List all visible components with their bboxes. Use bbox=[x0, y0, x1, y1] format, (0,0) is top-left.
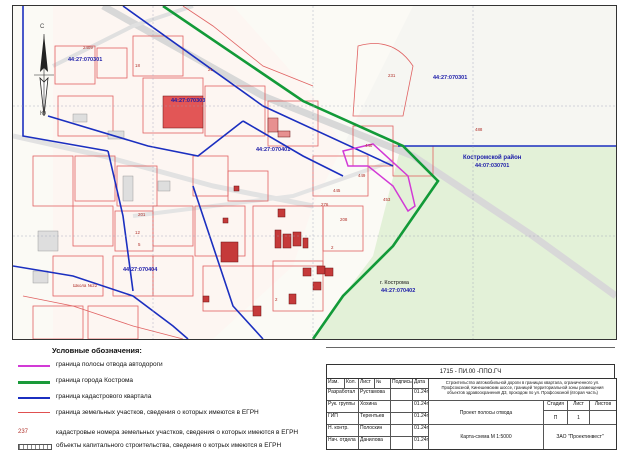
stamp-person: Терентьев bbox=[359, 413, 391, 425]
legend-swatch bbox=[18, 444, 52, 450]
quarter-label: 44:27:070303 bbox=[171, 98, 206, 104]
legend-item bbox=[12, 392, 320, 406]
city-label: г. Кострома bbox=[380, 280, 409, 286]
parcel-number: 12 bbox=[135, 230, 140, 235]
stamp-person: Полоскин bbox=[359, 425, 391, 437]
legend-swatch bbox=[18, 381, 50, 384]
stamp-header: Дата bbox=[413, 379, 429, 389]
quarter-label: 44:27:070401 bbox=[256, 147, 291, 153]
parcel-number: 449 bbox=[358, 173, 366, 178]
parcel-number: 488 bbox=[475, 127, 483, 132]
stamp-date: 01.24г bbox=[413, 401, 429, 413]
sheet-name: Проект полосы отвода bbox=[429, 401, 544, 425]
quarter-label: 44:27:070301 bbox=[433, 75, 468, 81]
compass-north: С bbox=[40, 24, 45, 30]
stamp-role: Нач. отдела bbox=[327, 437, 359, 449]
compass-rose bbox=[32, 24, 56, 120]
legend bbox=[12, 342, 320, 454]
legend-swatch bbox=[18, 365, 50, 367]
stamp-header: Изм. bbox=[327, 379, 345, 389]
stamp-signature bbox=[391, 389, 413, 401]
stage-header: Стадия bbox=[544, 401, 568, 411]
stamp-header: Кол. bbox=[345, 379, 359, 389]
legend-text: граница полосы отвода автодороги bbox=[56, 361, 163, 368]
stamp-signature bbox=[391, 413, 413, 425]
parcel-number: 2409 bbox=[83, 45, 93, 50]
sheet-header: Лист bbox=[568, 401, 590, 411]
compass-south: Ю bbox=[40, 111, 47, 117]
stamp-date: 01.24г bbox=[413, 413, 429, 425]
parcel-number: 453 bbox=[383, 197, 391, 202]
legend-item bbox=[12, 428, 320, 442]
legend-text: граница кадастрового квартала bbox=[56, 393, 152, 400]
legend-text: граница города Кострома bbox=[56, 377, 134, 384]
quarter-label: 44:07:030701 bbox=[475, 163, 510, 169]
stamp-separator bbox=[326, 347, 615, 348]
stamp-header: Подпись bbox=[391, 379, 413, 389]
legend-text: объекты капитального строительства, сведения о котрых имеются в ЕГРН bbox=[56, 442, 282, 449]
north-arrow-icon bbox=[32, 30, 56, 120]
stamp-person: Рустамова bbox=[359, 389, 391, 401]
stage-value: П bbox=[544, 411, 568, 425]
stamp-role: Н. контр. bbox=[327, 425, 359, 437]
parcel-number: 276 bbox=[321, 202, 329, 207]
stamp-header: № bbox=[375, 379, 391, 389]
stamp-date: 01.24г bbox=[413, 425, 429, 437]
sheets-header: Листов bbox=[590, 401, 616, 411]
stamp-person: Хохина bbox=[359, 401, 391, 413]
legend-swatch bbox=[18, 397, 50, 399]
legend-text: кадастровые номера земельных участков, сведения о которых имеются в ЕГРН bbox=[56, 429, 299, 436]
legend-item bbox=[12, 408, 320, 428]
stamp-role: ГИП bbox=[327, 413, 359, 425]
map-frame bbox=[12, 5, 617, 340]
legend-title: Условные обозначения: bbox=[52, 346, 142, 355]
legend-sample: 237 bbox=[18, 429, 29, 435]
parcel-number: 208 bbox=[340, 217, 348, 222]
project-title: Строительство автомобильной дороги в границах квартала, ограниченного ул. Профсоюзной, Кинешемским шоссе, границей территориальной зоны размещения объектов здравоохранения Д3, проходом по ул. Профсоюзной (вторая часть) bbox=[429, 379, 616, 401]
stamp-signature bbox=[391, 425, 413, 437]
stamp-person: Данилова bbox=[359, 437, 391, 449]
sheet-value: 1 bbox=[568, 411, 590, 425]
title-block bbox=[326, 378, 617, 450]
quarter-label: 44:27:070301 bbox=[68, 57, 103, 63]
legend-item bbox=[12, 441, 320, 455]
legend-item bbox=[12, 360, 320, 374]
stamp-signature bbox=[391, 401, 413, 413]
street-label: Школа №22 bbox=[73, 283, 98, 288]
parcel-number: 201 bbox=[138, 212, 146, 217]
parcel-number: 5 bbox=[138, 242, 141, 247]
organization: ЗАО "Проектинвест" bbox=[556, 434, 604, 440]
parcel-number: 231 bbox=[388, 73, 396, 78]
map-scale: Карта-схема М 1:5000 bbox=[429, 425, 544, 449]
stamp-signature bbox=[391, 437, 413, 449]
stamp-role: Разработал bbox=[327, 389, 359, 401]
legend-swatch bbox=[18, 412, 50, 413]
stamp-date: 01.24г bbox=[413, 389, 429, 401]
parcel-number: 21 bbox=[208, 67, 213, 72]
parcel-number: 440 bbox=[365, 143, 373, 148]
stamp-role: Рук. группы bbox=[327, 401, 359, 413]
quarter-label: 44:27:070404 bbox=[123, 267, 158, 273]
parcel-number: 2 bbox=[275, 297, 278, 302]
parcel-number: 445 bbox=[333, 188, 341, 193]
stamp-date: 01.24г bbox=[413, 437, 429, 449]
legend-item bbox=[12, 376, 320, 390]
quarter-label: 44:27:070402 bbox=[381, 288, 416, 294]
map-canvas bbox=[13, 6, 616, 339]
parcel-number: 18 bbox=[135, 63, 140, 68]
sheets-value bbox=[590, 411, 616, 425]
legend-text: граница земельных участков, сведения о которых имеются в ЕГРН bbox=[56, 409, 259, 416]
parcel-number: 2 bbox=[331, 245, 334, 250]
district-label: Костромской район bbox=[463, 155, 522, 161]
drawing-code: 1715 - ПИ.00 -ППО.ГЧ bbox=[326, 364, 615, 378]
stamp-header: Лист bbox=[359, 379, 375, 389]
